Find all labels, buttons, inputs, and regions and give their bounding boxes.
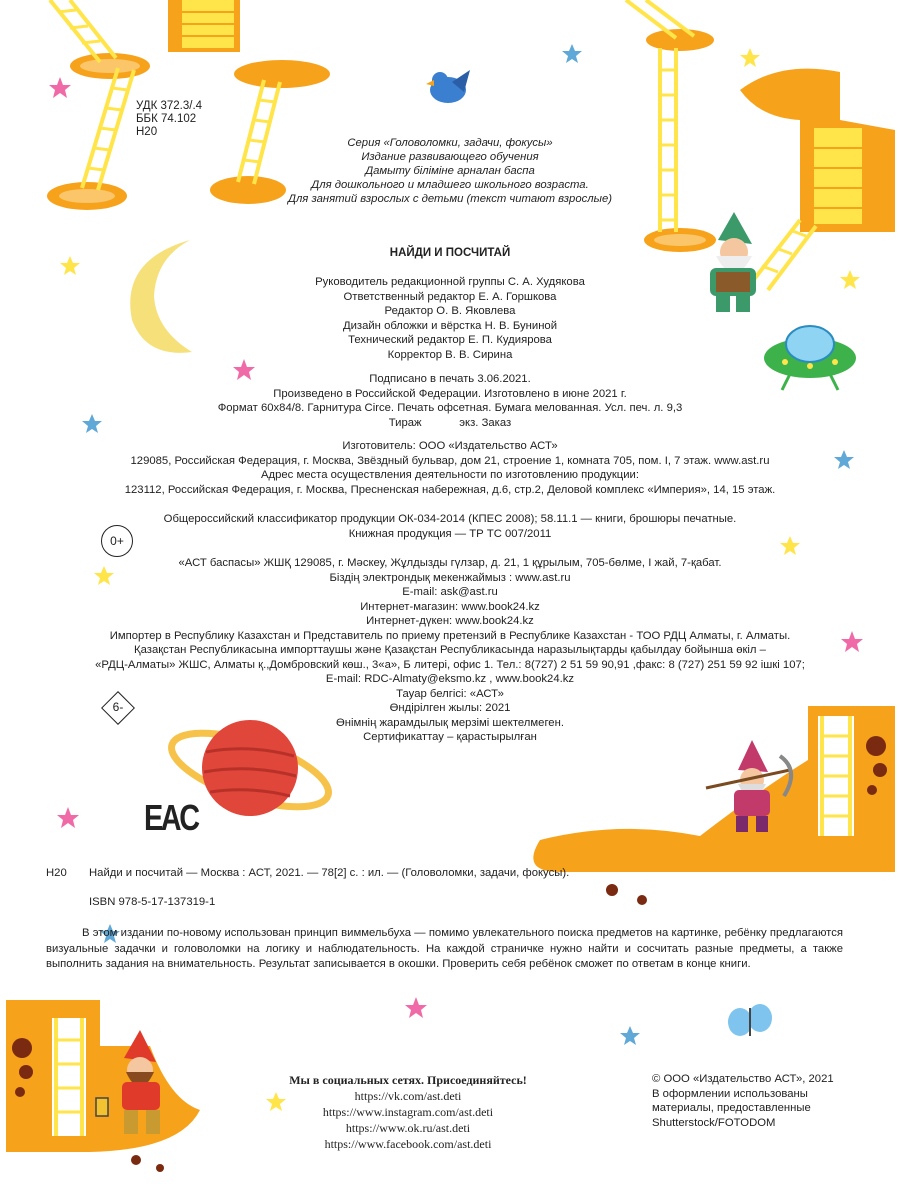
kz-line: Интернет-магазин: www.book24.kz xyxy=(360,601,540,613)
credit-line: Технический редактор Е. П. Кудиярова xyxy=(348,334,552,346)
kz-line: Интернет-дүкен: www.book24.kz xyxy=(366,615,534,627)
social-heading: Мы в социальных сетях. Присоединяйтесь! xyxy=(289,1073,527,1087)
kz-line: E-mail: RDC-Almaty@eksmo.kz , www.book24.kz xyxy=(325,673,575,685)
classifier-line: Книжная продукция — ТР ТС 007/2011 xyxy=(348,528,552,540)
credit-line: Редактор О. В. Яковлева xyxy=(384,305,516,317)
kz-line: Сертификаттау – қарастырылған xyxy=(363,731,537,743)
eac-mark: EAC xyxy=(144,797,198,838)
social-link-vk[interactable]: https://vk.com/ast.deti xyxy=(354,1089,462,1103)
copyright-line: Shutterstock/FOTODOM xyxy=(652,1116,776,1129)
credit-line: Дизайн обложки и вёрстка Н. В. Буниной xyxy=(342,320,558,332)
print-line: Тираж экз. Заказ xyxy=(388,417,512,429)
bird-illustration xyxy=(426,70,470,103)
kz-line: Өндірілген жылы: 2021 xyxy=(389,702,511,714)
credit-line: Корректор В. В. Сирина xyxy=(387,349,513,361)
book-title: НАЙДИ И ПОСЧИТАЙ xyxy=(389,247,511,259)
kz-line: E-mail: ask@ast.ru xyxy=(402,586,498,598)
age-badge-diamond-label: 6- xyxy=(112,700,124,714)
isbn: ISBN 978-5-17-137319-1 xyxy=(89,896,216,908)
copyright-line: © ООО «Издательство АСТ», 2021 xyxy=(652,1073,834,1085)
age-badge-round: 0+ xyxy=(101,525,133,557)
social-link-ok[interactable]: https://www.ok.ru/ast.deti xyxy=(345,1121,471,1135)
catalog-text: Найди и посчитай — Москва : АСТ, 2021. — 78[2] с. : ил. — (Головоломки, задачи, фокусы). xyxy=(89,867,570,879)
series-line: Издание развивающего обучения xyxy=(361,151,539,163)
kz-line: Импортер в Республику Казахстан и Представитель по приему претензий в Республике Казахстан - ТОО РДЦ Алматы, г. Алматы. xyxy=(109,630,791,642)
copyright-line: материалы, предоставленные xyxy=(652,1102,811,1114)
kz-line: Өнімнің жарамдылық мерзімі шектелмеген. xyxy=(336,717,564,729)
print-line: Произведено в Российской Федерации. Изготовлено в июне 2021 г. xyxy=(273,388,627,400)
udk-code: УДК 372.3/.4 xyxy=(136,100,203,112)
bbk-code: ББК 74.102 xyxy=(136,113,197,125)
series-line: Серия «Головоломки, задачи, фокусы» xyxy=(347,137,553,149)
print-line: Подписано в печать 3.06.2021. xyxy=(369,373,531,385)
classifier-line: Общероссийский классификатор продукции ОК-034-2014 (КПЕС 2008); 58.11.1 — книги, брошюры печатные. xyxy=(163,513,737,525)
manufacturer-line: 129085, Российская Федерация, г. Москва, Звёздный бульвар, дом 21, строение 1, комната 705, пом. I, 7 этаж. www.ast.ru xyxy=(130,455,770,467)
copyright-block xyxy=(652,1072,834,1130)
series-line: Дамыту біліміне арналан баспа xyxy=(365,165,535,177)
kz-line: «АСТ баспасы» ЖШҚ 129085, г. Мәскеу, Жұлдызды гүлзар, д. 21, 1 құрылым, 705-бөлме, I жай, 7-қабат. xyxy=(178,557,722,569)
print-line: Формат 60х84/8. Гарнитура Circe. Печать офсетная. Бумага мелованная. Усл. печ. л. 9,3 xyxy=(217,402,683,414)
social-link-instagram[interactable]: https://www.instagram.com/ast.deti xyxy=(322,1105,494,1119)
series-line: Для занятий взрослых с детьми (текст читают взрослые) xyxy=(287,193,612,205)
author-sign: Н20 xyxy=(136,126,158,138)
kz-line: Қазақстан Республикасына импорттаушы және Қазақстан Республикасында наразылықтарды қабылдау бойынша өкіл – xyxy=(134,644,766,656)
credit-line: Ответственный редактор Е. А. Горшкова xyxy=(343,291,557,303)
series-line: Для дошкольного и младшего школьного возраста. xyxy=(311,179,589,191)
udk-block xyxy=(136,100,202,139)
manufacturer-line: Изготовитель: ООО «Издательство АСТ» xyxy=(342,440,558,452)
kz-line: Тауар белгісі: «АСТ» xyxy=(396,688,504,700)
kz-line: «РДЦ-Алматы» ЖШС, Алматы қ.,Домбровский көш., 3«а», Б литері, офис 1. Тел.: 8(727) 2 51 59 90,91 ,факс: 8 (727) 251 59 92 ішкі 107; xyxy=(95,659,805,671)
copyright-line: В оформлении использованы xyxy=(652,1087,808,1100)
manufacturer-line: Адрес места осуществления деятельности по изготовлению продукции: xyxy=(260,469,640,481)
book-annotation: В этом издании по-новому использован принцип виммельбуха — помимо увлекательного поиска предметов на картинке, ребёнку предлагаются визуальные задачки и головоломки на логику и наблюдательность. На каждой страничке нужно найти и сосчитать разные предметы, а также выполнить задания на внимательность. Результат записывается в окошки. Проверить себя ребёнок сможет по ответам в конце книги. xyxy=(46,927,843,971)
social-link-facebook[interactable]: https://www.facebook.com/ast.deti xyxy=(324,1137,492,1151)
manufacturer-line: 123112, Российская Федерация, г. Москва, Пресненская набережная, д.6, стр.2, Деловой комплекс «Империя», 14, 15 этаж. xyxy=(124,484,776,496)
catalog-code: Н20 xyxy=(46,867,67,879)
credit-line: Руководитель редакционной группы С. А. Худякова xyxy=(315,276,585,288)
butterfly-illustration xyxy=(728,1004,772,1036)
kz-line: Біздің электрондық мекенжаймыз : www.ast.ru xyxy=(329,572,571,584)
